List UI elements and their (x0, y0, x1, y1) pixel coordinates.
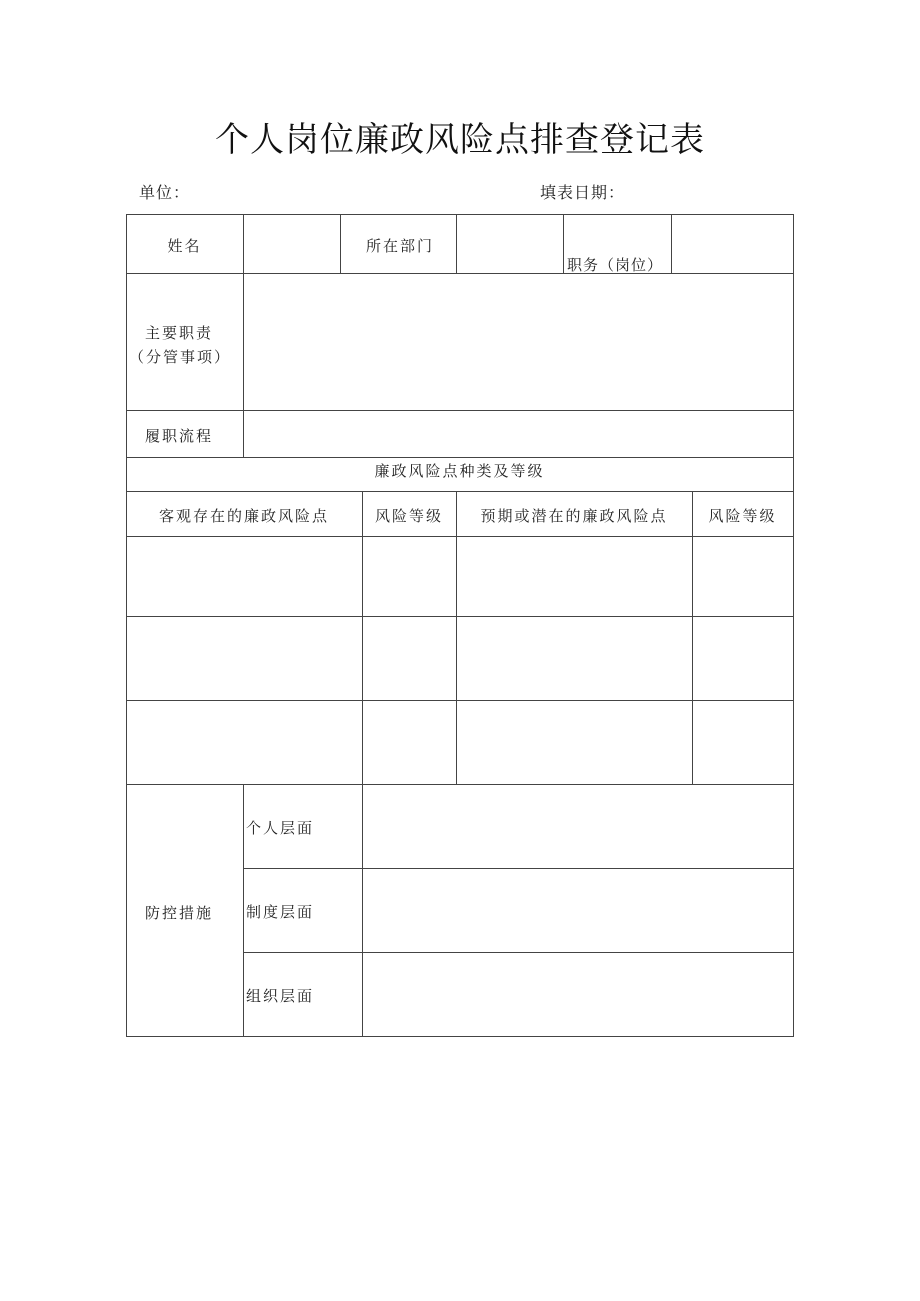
name-field[interactable] (244, 215, 340, 273)
table-line (126, 457, 794, 458)
duties-field[interactable] (244, 274, 793, 410)
name-label: 姓名 (167, 237, 202, 255)
duties-sublabel: （分管事项） (129, 348, 232, 366)
process-label: 履职流程 (145, 427, 214, 445)
dept-field[interactable] (457, 215, 563, 273)
risk-level-field[interactable] (693, 537, 793, 616)
unit-label: 单位： (139, 183, 191, 202)
position-field[interactable] (672, 215, 793, 273)
date-label: 填表日期： (540, 183, 626, 202)
table-line (340, 214, 341, 273)
objective-risk-field[interactable] (127, 617, 362, 700)
risk-level-field[interactable] (693, 701, 793, 784)
risk-level-field[interactable] (363, 617, 456, 700)
risk-level-header: 风险等级 (374, 507, 443, 525)
table-line (126, 1036, 794, 1037)
risk-level-header: 风险等级 (708, 507, 777, 525)
position-label: 职务（岗位） (567, 256, 664, 274)
potential-risk-field[interactable] (457, 617, 692, 700)
table-line (243, 784, 244, 1036)
organization-level-label: 组织层面 (246, 987, 315, 1005)
system-measures-field[interactable] (363, 869, 793, 952)
personal-level-label: 个人层面 (246, 819, 315, 837)
potential-risk-field[interactable] (457, 701, 692, 784)
table-line (563, 214, 564, 273)
objective-risk-header: 客观存在的廉政风险点 (158, 507, 329, 525)
table-line (126, 491, 794, 492)
measures-label: 防控措施 (145, 904, 214, 922)
risk-level-field[interactable] (363, 537, 456, 616)
potential-risk-field[interactable] (457, 537, 692, 616)
risk-level-field[interactable] (363, 701, 456, 784)
table-line (793, 214, 794, 1037)
dept-label: 所在部门 (366, 237, 435, 255)
duties-label: 主要职责 (145, 324, 214, 342)
process-field[interactable] (244, 411, 793, 457)
page-title: 个人岗位廉政风险点排查登记表 (215, 120, 705, 160)
system-level-label: 制度层面 (246, 903, 315, 921)
risk-section-title: 廉政风险点种类及等级 (374, 462, 545, 480)
personal-measures-field[interactable] (363, 785, 793, 868)
objective-risk-field[interactable] (127, 537, 362, 616)
objective-risk-field[interactable] (127, 701, 362, 784)
potential-risk-header: 预期或潜在的廉政风险点 (480, 507, 668, 525)
risk-level-field[interactable] (693, 617, 793, 700)
organization-measures-field[interactable] (363, 953, 793, 1036)
